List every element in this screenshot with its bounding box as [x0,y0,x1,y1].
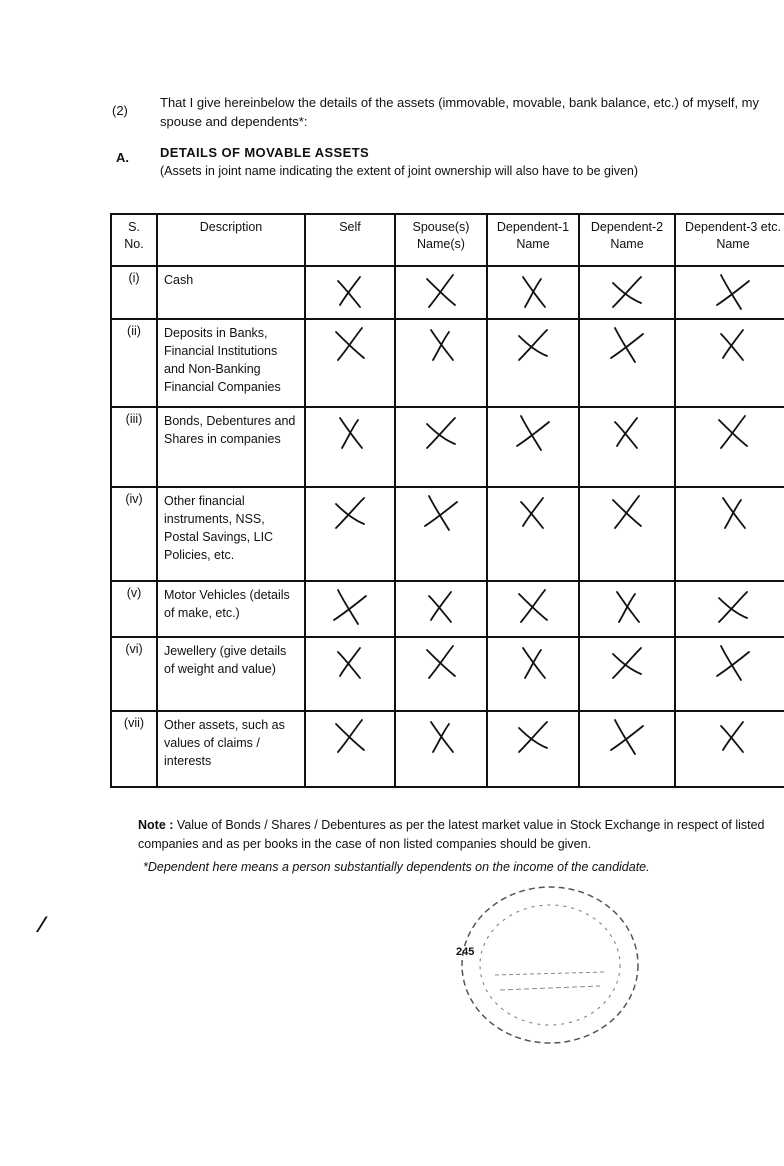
cross-mark-icon [513,492,553,532]
stray-mark-icon: ⁄ [40,912,44,937]
cross-mark-cell [395,637,487,711]
section-title: DETAILS OF MOVABLE ASSETS [160,145,370,160]
row-serial-number: (i) [111,266,157,319]
cross-mark-icon [330,492,370,532]
table-row [111,266,784,319]
cross-mark-icon [607,271,647,311]
row-description: Other financial instruments, NSS, Postal Savings, LIC Policies, etc. [157,487,305,581]
row-description: Deposits in Banks, Financial Institutions and Non-Banking Financial Companies [157,319,305,407]
cross-mark-cell [487,266,579,319]
row-serial-number: (vii) [111,711,157,787]
cross-mark-cell [395,407,487,487]
cross-mark-icon [421,271,461,311]
table-row [111,711,784,787]
cross-mark-cell [579,266,675,319]
paragraph-text: That I give hereinbelow the details of the assets (immovable, movable, bank balance, etc.) of myself, my spouse and dependents*: [160,95,760,129]
cross-mark-cell [579,581,675,637]
cross-mark-icon [607,324,647,364]
cross-mark-cell [487,581,579,637]
cross-mark-icon [713,492,753,532]
cross-mark-cell [675,711,784,787]
row-description: Cash [157,266,305,319]
cross-mark-cell [487,319,579,407]
table-row [111,637,784,711]
cross-mark-icon [330,412,370,452]
cross-mark-icon [713,324,753,364]
row-serial-number: (iv) [111,487,157,581]
table-row [111,407,784,487]
cross-mark-icon [713,642,753,682]
cross-mark-icon [330,716,370,756]
table-row [111,487,784,581]
cross-mark-cell [675,319,784,407]
cross-mark-cell [305,266,395,319]
cross-mark-cell [579,487,675,581]
row-description: Other assets, such as values of claims / interests [157,711,305,787]
cross-mark-icon [713,412,753,452]
row-serial-number: (ii) [111,319,157,407]
cross-mark-icon [607,492,647,532]
cross-mark-icon [607,716,647,756]
row-description: Jewellery (give details of weight and value) [157,637,305,711]
cross-mark-icon [607,412,647,452]
header-sno: S. No. [111,214,157,266]
movable-assets-table [110,213,784,788]
cross-mark-icon [421,324,461,364]
cross-mark-icon [713,586,753,626]
header-dependent-1: Dependent-1 Name [487,214,579,266]
header-spouse: Spouse(s) Name(s) [395,214,487,266]
cross-mark-cell [305,319,395,407]
cross-mark-cell [395,266,487,319]
cross-mark-icon [421,642,461,682]
cross-mark-cell [675,266,784,319]
header-self: Self [305,214,395,266]
cross-mark-cell [305,581,395,637]
cross-mark-cell [305,407,395,487]
cross-mark-icon [330,324,370,364]
table-row [111,581,784,637]
cross-mark-icon [421,586,461,626]
cross-mark-cell [487,711,579,787]
cross-mark-icon [513,271,553,311]
cross-mark-icon [513,324,553,364]
cross-mark-icon [330,586,370,626]
header-description: Description [157,214,305,266]
cross-mark-icon [330,642,370,682]
section-subtitle: (Assets in joint name indicating the extent of joint ownership will also have to be given) [160,164,639,178]
cross-mark-cell [675,637,784,711]
paragraph-number: (2) [112,103,128,118]
header-dependent-2: Dependent-2 Name [579,214,675,266]
cross-mark-icon [607,642,647,682]
table-header-row [111,214,784,266]
cross-mark-icon [421,716,461,756]
row-serial-number: (vi) [111,637,157,711]
cross-mark-icon [330,271,370,311]
cross-mark-cell [395,711,487,787]
cross-mark-cell [579,637,675,711]
cross-mark-cell [305,711,395,787]
cross-mark-cell [305,637,395,711]
cross-mark-cell [395,319,487,407]
cross-mark-cell [675,407,784,487]
cross-mark-icon [713,271,753,311]
row-description: Motor Vehicles (details of make, etc.) [157,581,305,637]
cross-mark-icon [421,492,461,532]
cross-mark-cell [487,407,579,487]
official-seal-stamp [455,880,645,1050]
page-number: 245 [456,946,475,958]
cross-mark-cell [487,637,579,711]
cross-mark-icon [607,586,647,626]
cross-mark-cell [395,581,487,637]
row-description: Bonds, Debentures and Shares in companies [157,407,305,487]
cross-mark-cell [675,487,784,581]
row-serial-number: (v) [111,581,157,637]
header-dependent-3: Dependent-3 etc. Name [675,214,784,266]
table-row [111,319,784,407]
cross-mark-icon [713,716,753,756]
cross-mark-cell [579,319,675,407]
footnote: *Dependent here means a person substantially dependents on the income of the candidate. [143,860,650,874]
note-label: Note : [138,818,174,832]
cross-mark-icon [513,412,553,452]
cross-mark-icon [513,586,553,626]
note [138,816,784,854]
cross-mark-icon [421,412,461,452]
row-serial-number: (iii) [111,407,157,487]
cross-mark-icon [513,716,553,756]
cross-mark-cell [675,581,784,637]
cross-mark-cell [579,711,675,787]
cross-mark-cell [487,487,579,581]
cross-mark-cell [579,407,675,487]
cross-mark-icon [513,642,553,682]
section-letter: A. [116,150,129,165]
cross-mark-cell [395,487,487,581]
cross-mark-cell [305,487,395,581]
note-text: Value of Bonds / Shares / Debentures as per the latest market value in Stock Exchange in respect of listed companies and as per books in the case of non listed companies should be given. [138,818,765,851]
